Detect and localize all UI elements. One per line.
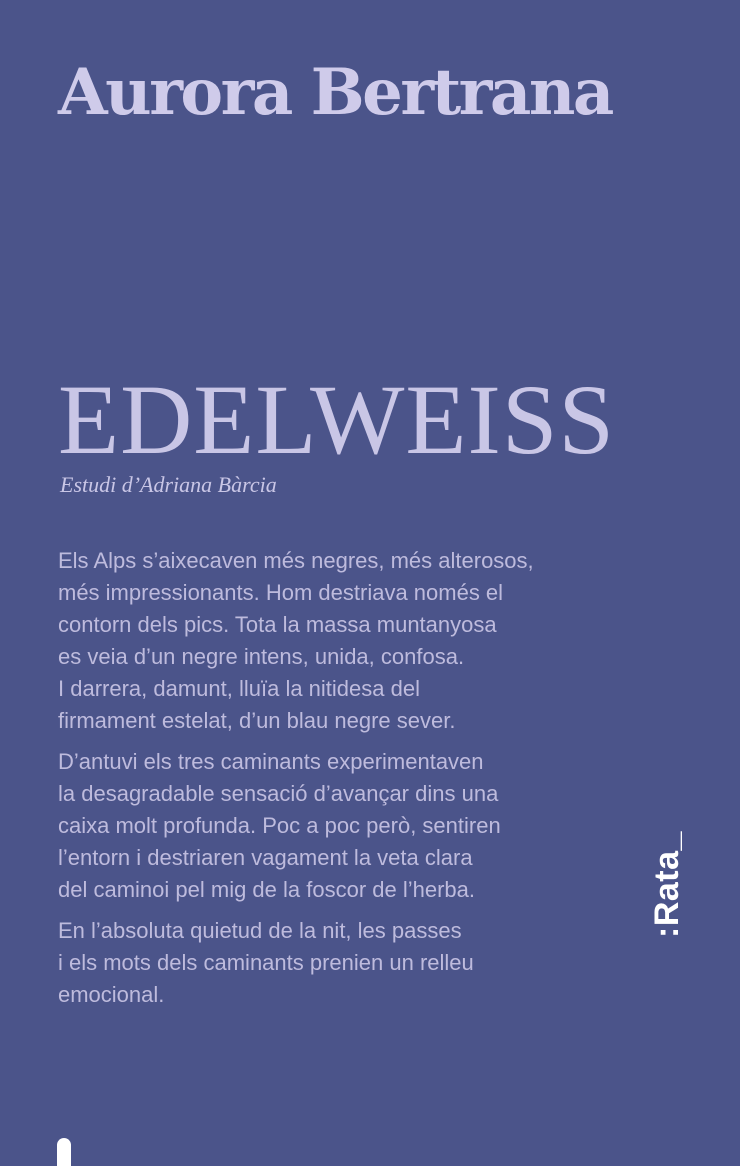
publisher-logo: :Rata_ — [648, 831, 686, 938]
excerpt-line: En l’absoluta quietud de la nit, les passes — [58, 918, 462, 943]
excerpt-paragraph-3 — [58, 915, 598, 1011]
author-name: Aurora Bertrana — [58, 55, 612, 130]
spine-mark-icon — [57, 1138, 71, 1166]
excerpt-line: caixa molt profunda. Poc a poc però, sentiren — [58, 813, 501, 838]
excerpt-line: més impressionants. Hom destriava només el — [58, 580, 504, 605]
book-subtitle: Estudi d’Adriana Bàrcia — [60, 472, 277, 497]
excerpt-line: la desagradable sensació d’avançar dins una — [58, 781, 499, 806]
excerpt-line: Els Alps s’aixecaven més negres, més alterosos, — [58, 548, 534, 573]
excerpt-line: l’entorn i destriaren vagament la veta clara — [58, 845, 473, 870]
excerpt-line: es veia d’un negre intens, unida, confosa. — [58, 644, 465, 669]
excerpt-paragraph-1 — [58, 545, 598, 737]
excerpt-line: I darrera, damunt, lluïa la nitidesa del — [58, 676, 420, 701]
excerpt-line: del caminoi pel mig de la foscor de l’herba. — [58, 877, 476, 902]
book-title: EDELWEISS — [58, 364, 616, 475]
excerpt-line: firmament estelat, d’un blau negre sever. — [58, 708, 456, 733]
excerpt-line: D’antuvi els tres caminants experimentaven — [58, 749, 484, 774]
excerpt-line: emocional. — [58, 982, 165, 1007]
excerpt-line: contorn dels pics. Tota la massa muntanyosa — [58, 612, 497, 637]
excerpt-paragraph-2 — [58, 746, 598, 906]
cover-excerpt — [58, 545, 598, 1020]
excerpt-line: i els mots dels caminants prenien un relleu — [58, 950, 474, 975]
